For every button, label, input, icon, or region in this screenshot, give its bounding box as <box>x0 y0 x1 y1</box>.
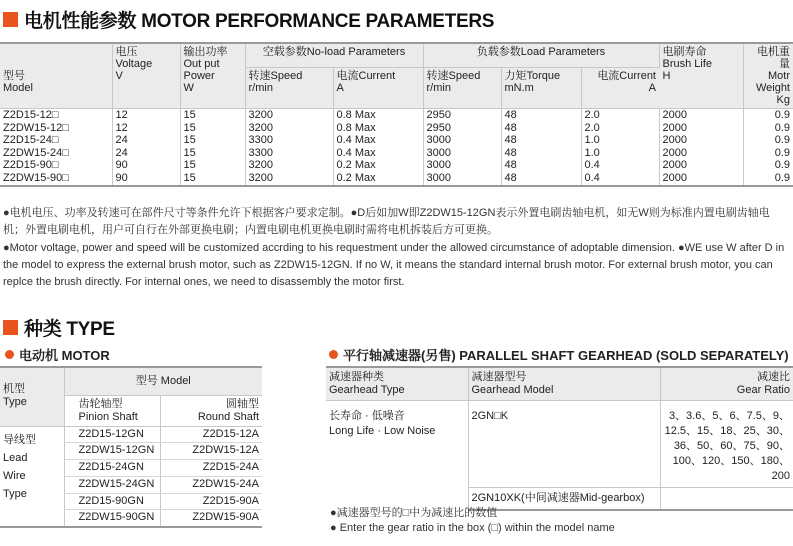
header-noload-current: 电流Current A <box>333 68 423 109</box>
gearhead-type-cell: 长寿命 · 低噪音 Long Life · Low Noise <box>329 410 436 437</box>
header-model: 型号 Model <box>0 43 112 109</box>
gearhead-table <box>326 366 793 511</box>
header-noload: 空载参数No-load Parameters <box>245 43 423 68</box>
performance-notes <box>3 205 791 292</box>
header-power: 输出功率 Out put Power W <box>180 43 245 109</box>
motor-type-label: 导线型 Lead Wire Type <box>0 426 64 527</box>
header-load: 负载参数Load Parameters <box>423 43 659 68</box>
header-load-torque: 力矩Torque mN.m <box>501 68 581 109</box>
section-title-performance <box>3 6 494 33</box>
table-row: Z2D15-24□ 24 15 3300 0.4 Max 3000 48 1.0 2000 0.9 <box>0 134 793 147</box>
orange-dot-icon <box>5 350 14 359</box>
header-load-current: 电流Current A <box>581 68 659 109</box>
table-row: Z2DW15-12GN Z2DW15-12A <box>0 443 262 460</box>
header-weight: 电机重量 Motr Weight Kg <box>743 43 793 109</box>
gear-note-en: ● Enter the gear ratio in the box (□) within the model name <box>330 522 615 534</box>
note-cn: ●电机电压、功率及转速可在部件尺寸等条件允许下根据客户要求定制。●D后如加W即Z2DW15-12GN表示外置电刷齿轴电机，如无W则为标准内置电刷齿轴电机；外置电刷电机，用户可自行在外部更换电刷；内置电刷电机更换电刷时需将电机拆装后方可更换。 <box>3 207 770 236</box>
header-gear-ratio: 减速比 Gear Ratio <box>660 367 793 401</box>
table-row: Z2DW15-90□ 90 15 3200 0.2 Max 3000 48 0.4 2000 0.9 <box>0 172 793 186</box>
header-voltage: 电压 Voltage V <box>112 43 180 109</box>
header-motor-type: 机型 Type <box>0 367 64 426</box>
header-pinion: 齿轮轴型 Pinion Shaft <box>64 395 160 426</box>
motor-subtitle: 电动机 MOTOR <box>5 345 110 364</box>
table-row: Z2D15-24GN Z2D15-24A <box>0 460 262 477</box>
performance-table <box>0 42 793 187</box>
orange-square-icon <box>3 12 18 27</box>
table-row: Z2DW15-24□ 24 15 3300 0.4 Max 3000 48 1.0 2000 0.9 <box>0 147 793 160</box>
gearhead-subtitle: 平行轴减速器(另售) PARALLEL SHAFT GEARHEAD (SOLD SEPARATELY) <box>329 345 789 364</box>
table-row: Z2DW15-12□ 12 15 3200 0.8 Max 2950 48 2.0 2000 0.9 <box>0 122 793 135</box>
table-row: Z2DW15-24GN Z2DW15-24A <box>0 476 262 493</box>
table-row <box>326 401 793 488</box>
header-noload-speed: 转速Speed r/min <box>245 68 333 109</box>
header-brush-life: 电刷寿命 Brush Life H <box>659 43 743 109</box>
orange-dot-icon <box>329 350 338 359</box>
motor-table <box>0 366 262 528</box>
header-load-speed: 转速Speed r/min <box>423 68 501 109</box>
table-row: Z2D15-90GN Z2D15-90A <box>0 493 262 510</box>
gearhead-model-cell: 2GN□K <box>468 401 660 488</box>
header-motor-model: 型号 Model <box>64 367 262 395</box>
gear-ratio-list: 3、3.6、5、6、7.5、9、 12.5、15、18、25、30、 36、50、60、75、90、 100、120、150、180、200 <box>660 401 793 488</box>
header-round: 圆轴型 Round Shaft <box>160 395 262 426</box>
section-title-text: 电机性能参数 MOTOR PERFORMANCE PARAMETERS <box>24 11 495 32</box>
table-row: Z2D15-90□ 90 15 3200 0.2 Max 3000 48 0.4 2000 0.9 <box>0 159 793 172</box>
table-row: 导线型 Lead Wire Type Z2D15-12GN Z2D15-12A <box>0 426 262 443</box>
gear-note-cn: ●减速器型号的□中为减速比的数值 <box>330 507 498 519</box>
mid-gearbox-cell: 2GN10XK(中间减速器Mid-gearbox) <box>468 488 660 511</box>
orange-square-icon <box>3 320 18 335</box>
table-row: Z2DW15-90GN Z2DW15-90A <box>0 510 262 527</box>
table-row: Z2D15-12□ 12 15 3200 0.8 Max 2950 48 2.0 2000 0.9 <box>0 109 793 122</box>
section-title-text: 种类 TYPE <box>24 319 115 340</box>
header-gearhead-model: 减速器型号 Gearhead Model <box>468 367 660 401</box>
section-title-type <box>3 314 115 341</box>
header-gearhead-type: 减速器种类 Gearhead Type <box>326 367 468 401</box>
note-en: ●Motor voltage, power and speed will be customized accrding to his requestment under the allowed circumstance of adoptable dimension. ●WE use W after D in the model to express the external brush motor, such as Z2DW15-12GN. If no W, it means the standard internal brush motor. For external brush motor, you can replce the brush directly. For internal ones, we need to disassembly the motor first. <box>3 242 785 288</box>
